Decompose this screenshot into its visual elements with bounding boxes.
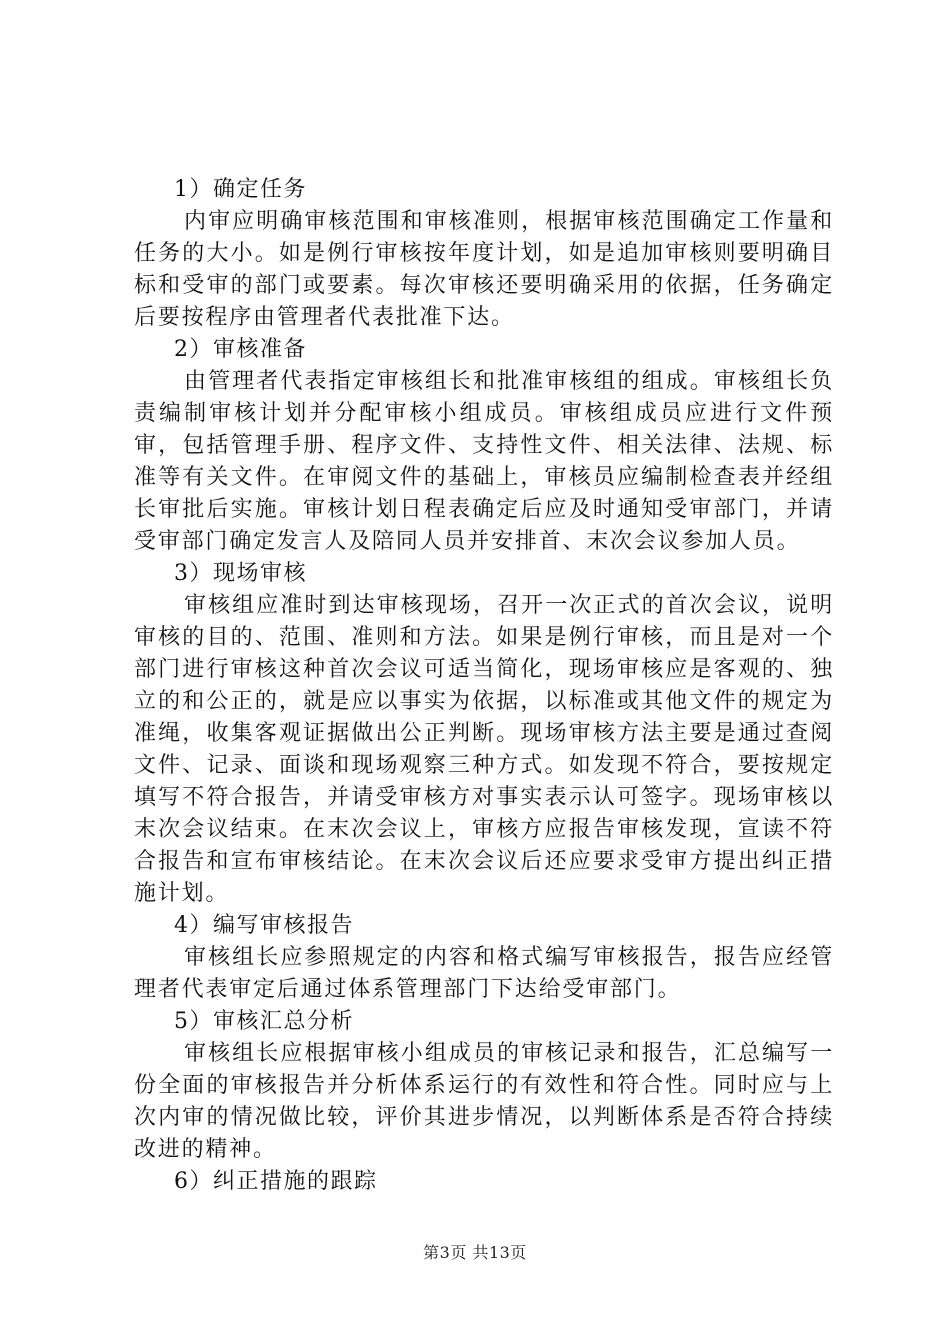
section-paragraph-1: 内审应明确审核范围和审核准则，根据审核范围确定工作量和任务的大小。如是例行审核按年度计划，如是追加审核则要明确目标和受审的部门或要素。每次审核还要明确采用的依据，任务确定后要按程序由管理者代表批准下达。 xyxy=(134,209,834,330)
section-heading-5: 5）审核汇总分析 xyxy=(174,1009,354,1034)
section-paragraph-4: 审核组长应参照规定的内容和格式编写审核报告，报告应经管理者代表审定后通过体系管理部门下达给受审部门。 xyxy=(134,945,834,1002)
section-paragraph-5: 审核组长应根据审核小组成员的审核记录和报告，汇总编写一份全面的审核报告并分析体系运行的有效性和符合性。同时应与上次内审的情况做比较，评价其进步情况，以判断体系是否符合持续改进的精神。 xyxy=(134,1041,834,1162)
section-heading-3: 3）现场审核 xyxy=(174,561,307,586)
section-paragraph-2: 由管理者代表指定审核组长和批准审核组的组成。审核组长负责编制审核计划并分配审核小组成员。审核组成员应进行文件预审，包括管理手册、程序文件、支持性文件、相关法律、法规、标准等有关文件。在审阅文件的基础上，审核员应编制检查表并经组长审批后实施。审核计划日程表确定后应及时通知受审部门，并请受审部门确定发言人及陪同人员并安排首、末次会议参加人员。 xyxy=(134,369,834,554)
section-heading-6: 6）纠正措施的跟踪 xyxy=(174,1169,378,1194)
section-heading-4: 4）编写审核报告 xyxy=(174,913,354,938)
page-number-footer: 第3页 共13页 xyxy=(423,1243,527,1262)
document-body xyxy=(134,174,834,1198)
section-paragraph-3: 审核组应准时到达审核现场，召开一次正式的首次会议，说明审核的目的、范围、准则和方法。如果是例行审核，而且是对一个部门进行审核这种首次会议可适当简化，现场审核应是客观的、独立的和公正的，就是应以事实为依据，以标准或其他文件的规定为准绳，收集客观证据做出公正判断。现场审核方法主要是通过查阅文件、记录、面谈和现场观察三种方式。如发现不符合，要按规定填写不符合报告，并请受审核方对事实表示认可签字。现场审核以末次会议结束。在末次会议上，审核方应报告审核发现，宣读不符合报告和宣布审核结论。在末次会议后还应要求受审方提出纠正措施计划。 xyxy=(134,593,834,906)
section-heading-1: 1）确定任务 xyxy=(174,177,307,202)
section-heading-2: 2）审核准备 xyxy=(174,337,307,362)
